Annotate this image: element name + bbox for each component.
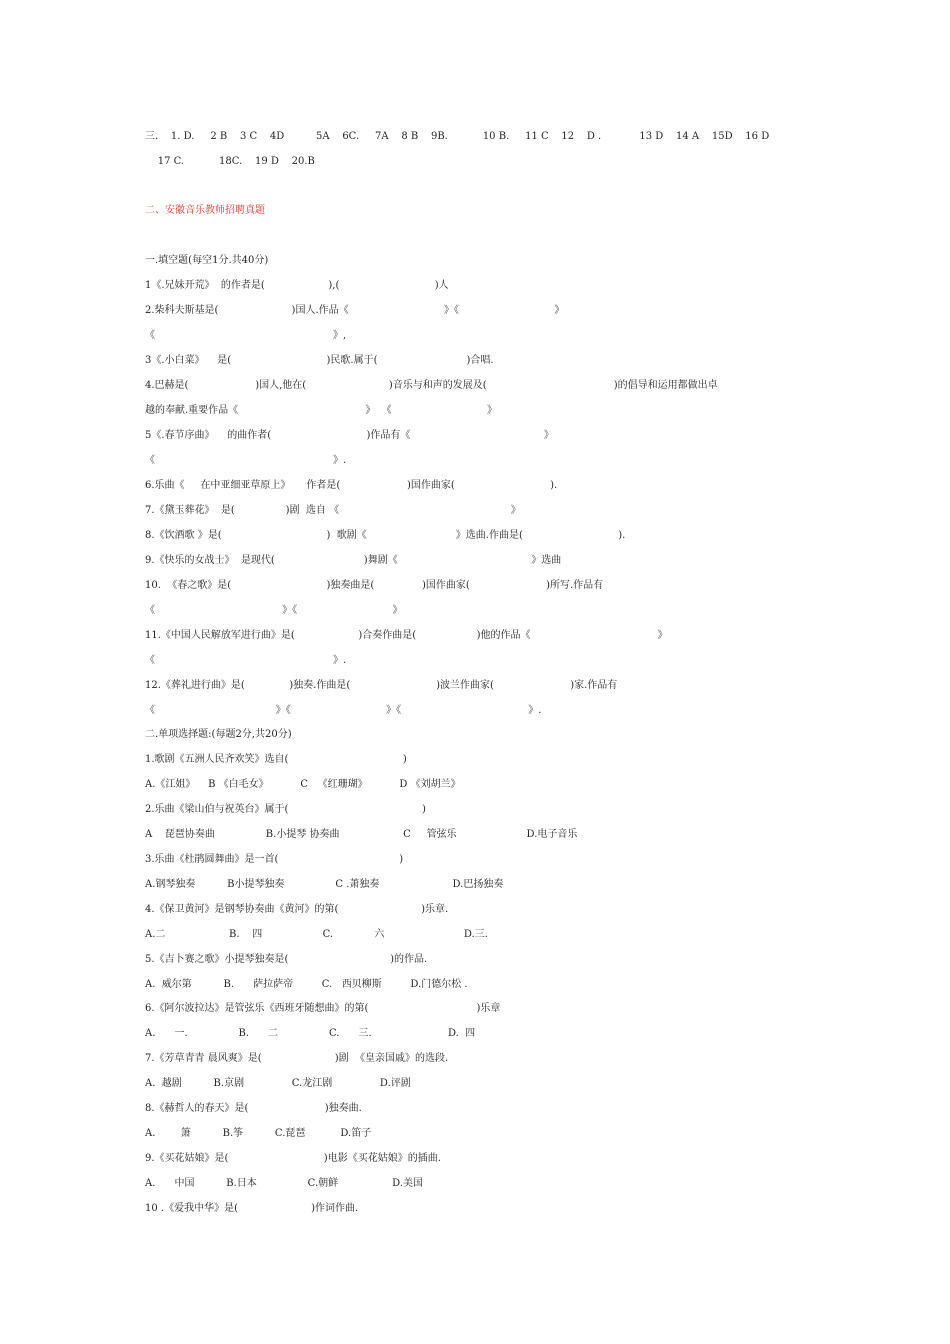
- fill-in-line: 《 》《 》: [145, 605, 403, 616]
- fill-in-line: 越的奉献.重要作品《 》 《 》: [145, 405, 498, 416]
- multiple-choice-line: A. 越剧 B.京剧 C.龙江剧 D.评剧: [145, 1078, 411, 1089]
- fill-in-heading: 一.填空题(每空1分.共40分): [145, 255, 269, 266]
- fill-in-line: 6.乐曲《 在中亚细亚草原上》 作者是( )国作曲家( ).: [145, 480, 558, 491]
- multiple-choice-line: A.《江姐》 B 《白毛女》 C 《红珊瑚》 D 《刘胡兰》: [145, 779, 461, 790]
- fill-in-line: 12.《葬礼进行曲》是( )独奏.作曲是( )波兰作曲家( )家.作品有: [145, 680, 618, 691]
- multiple-choice-line: 1.歌剧《五洲人民齐欢笑》选自( ): [145, 754, 407, 765]
- multiple-choice-line: A. 箫 B.筝 C.琵琶 D.笛子: [145, 1128, 372, 1139]
- fill-in-line: 8.《饮酒歌 》是( ) 歌剧《 》选曲.作曲是( ).: [145, 530, 626, 541]
- multiple-choice-line: 8.《赫哲人的春天》是( )独奏曲.: [145, 1103, 362, 1114]
- fill-in-line: 7.《黛玉葬花》 是( )剧 选自 《 》: [145, 505, 521, 516]
- multiple-choice-line: A. 中国 B.日本 C.朝鲜 D.美国: [145, 1178, 423, 1189]
- section-title: 二、安徽音乐教师招聘真题: [145, 205, 265, 216]
- multiple-choice-line: 3.乐曲《杜鹃圆舞曲》是一首( ): [145, 854, 404, 865]
- fill-in-line: 4.巴赫是( )国人,他在( )音乐与和声的发展及( )的倡导和运用都做出卓: [145, 380, 718, 391]
- answer-line-2: 17 C. 18C. 19 D 20.B: [145, 156, 315, 167]
- fill-in-line: 《 》《 》《 》.: [145, 705, 542, 716]
- multiple-choice-line: A. 威尔第 B. 萨拉萨帝 C. 西贝柳斯 D.门德尔松 .: [145, 979, 468, 990]
- fill-in-line: 1《.兄妹开荒》 的作者是( ),( )人: [145, 280, 449, 291]
- multiple-choice-line: 9.《买花姑娘》是( )电影《买花姑娘》的插曲.: [145, 1153, 441, 1164]
- multiple-choice-heading: 二.单项选择题:(每题2分,共20分): [145, 729, 292, 740]
- fill-in-line: 《 》.: [145, 655, 347, 666]
- fill-in-line: 11.《中国人民解放军进行曲》是( )合奏作曲是( )他的作品《 》: [145, 630, 668, 641]
- multiple-choice-line: 7.《芳草青青 晨风爽》是( )剧 《皇亲国戚》的选段.: [145, 1053, 449, 1064]
- fill-in-line: 2.柴科夫斯基是( )国人.作品《 》《 》: [145, 305, 565, 316]
- multiple-choice-line: A.二 B. 四 C. 六 D.三.: [145, 929, 488, 940]
- multiple-choice-line: 6.《阿尔波拉达》是管弦乐《西班牙随想曲》的第( )乐章: [145, 1003, 501, 1014]
- multiple-choice-line: A. 一. B. 二 C. 三. D. 四: [145, 1028, 476, 1039]
- fill-in-line: 9.《快乐的女战士》 是现代( )舞剧《 》选曲: [145, 555, 562, 566]
- multiple-choice-line: 2.乐曲《梁山伯与祝英台》属于( ): [145, 804, 426, 815]
- multiple-choice-line: 10 .《爱我中华》是( )作词作曲.: [145, 1203, 359, 1214]
- multiple-choice-line: 5.《吉卜赛之歌》小提琴独奏是( )的作品.: [145, 954, 428, 965]
- fill-in-line: 《 》.: [145, 455, 347, 466]
- fill-in-line: 3《.小白菜》 是( )民歌.属于( )合唱.: [145, 355, 494, 366]
- multiple-choice-line: A 琵琶协奏曲 B.小提琴 协奏曲 C 管弦乐 D.电子音乐: [145, 829, 578, 840]
- answer-line-1: 三. 1. D. 2 B 3 C 4D 5A 6C. 7A 8 B 9B. 10 B. 11 C 12 D . 13 D 14 A 15D 16 D: [145, 131, 770, 142]
- multiple-choice-line: 4.《保卫黄河》是钢琴协奏曲《黄河》的第( )乐章.: [145, 904, 449, 915]
- fill-in-line: 5《.春节序曲》 的曲作者( )作品有《 》: [145, 430, 554, 441]
- fill-in-line: 10. 《春之歌》是( )独奏曲是( )国作曲家( )所写.作品有: [145, 580, 604, 591]
- multiple-choice-line: A.钢琴独奏 B小提琴独奏 C .萧独奏 D.巴扬独奏: [145, 879, 504, 890]
- fill-in-line: 《 》,: [145, 330, 347, 341]
